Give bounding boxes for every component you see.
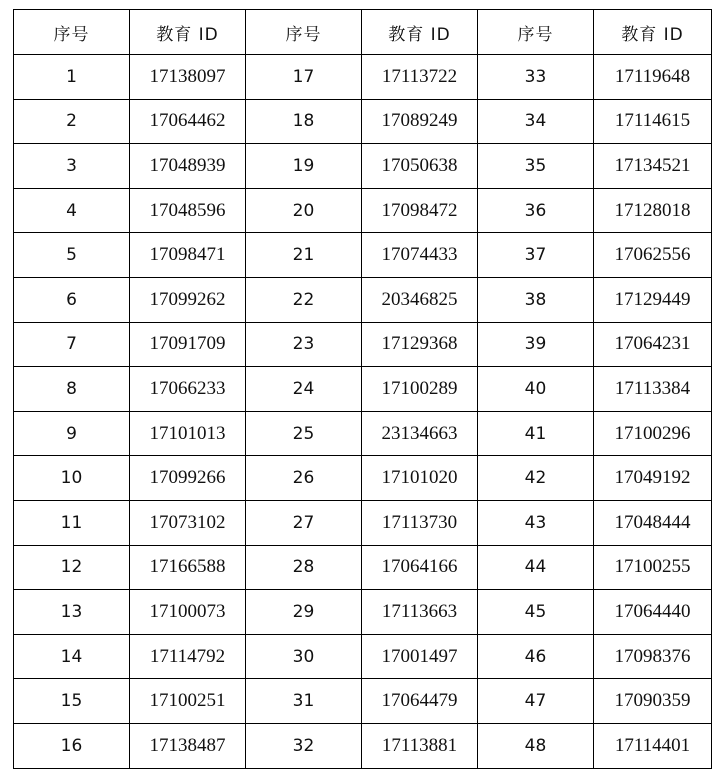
- edu-id-cell: 17138487: [130, 723, 246, 768]
- header-edu-id: 教育 ID: [130, 10, 246, 55]
- seq-cell: 27: [246, 500, 362, 545]
- edu-id-cell: 17066233: [130, 367, 246, 412]
- table-row: [14, 99, 712, 144]
- edu-id-cell: 23134663: [362, 411, 478, 456]
- edu-id-cell: 17064462: [130, 99, 246, 144]
- edu-id-cell: 17062556: [594, 233, 712, 278]
- seq-cell: 47: [478, 679, 594, 724]
- table-row: [14, 411, 712, 456]
- table-row: [14, 188, 712, 233]
- edu-id-cell: 17100289: [362, 367, 478, 412]
- seq-cell: 33: [478, 55, 594, 100]
- edu-id-cell: 17129368: [362, 322, 478, 367]
- seq-cell: 31: [246, 679, 362, 724]
- seq-cell: 3: [14, 144, 130, 189]
- seq-cell: 35: [478, 144, 594, 189]
- seq-cell: 19: [246, 144, 362, 189]
- seq-cell: 6: [14, 277, 130, 322]
- seq-cell: 32: [246, 723, 362, 768]
- edu-id-cell: 17099262: [130, 277, 246, 322]
- seq-cell: 10: [14, 456, 130, 501]
- table-row: [14, 55, 712, 100]
- table-row: [14, 233, 712, 278]
- edu-id-cell: 17074433: [362, 233, 478, 278]
- education-id-table: [13, 9, 712, 769]
- edu-id-cell: 17100296: [594, 411, 712, 456]
- edu-id-cell: 17001497: [362, 634, 478, 679]
- seq-cell: 18: [246, 99, 362, 144]
- edu-id-cell: 17064479: [362, 679, 478, 724]
- seq-cell: 15: [14, 679, 130, 724]
- edu-id-cell: 17114401: [594, 723, 712, 768]
- header-seq: 序号: [478, 10, 594, 55]
- table-row: [14, 723, 712, 768]
- edu-id-cell: 17050638: [362, 144, 478, 189]
- seq-cell: 40: [478, 367, 594, 412]
- seq-cell: 16: [14, 723, 130, 768]
- edu-id-cell: 17064231: [594, 322, 712, 367]
- header-row: [14, 10, 712, 55]
- seq-cell: 17: [246, 55, 362, 100]
- seq-cell: 28: [246, 545, 362, 590]
- table-row: [14, 144, 712, 189]
- seq-cell: 12: [14, 545, 130, 590]
- table-row: [14, 634, 712, 679]
- edu-id-cell: 17048444: [594, 500, 712, 545]
- seq-cell: 9: [14, 411, 130, 456]
- edu-id-cell: 17138097: [130, 55, 246, 100]
- edu-id-cell: 17113663: [362, 590, 478, 635]
- seq-cell: 34: [478, 99, 594, 144]
- seq-cell: 29: [246, 590, 362, 635]
- edu-id-cell: 17048939: [130, 144, 246, 189]
- edu-id-cell: 17113722: [362, 55, 478, 100]
- edu-id-cell: 17073102: [130, 500, 246, 545]
- table-row: [14, 500, 712, 545]
- table-row: [14, 322, 712, 367]
- edu-id-cell: 17091709: [130, 322, 246, 367]
- table-row: [14, 679, 712, 724]
- seq-cell: 41: [478, 411, 594, 456]
- table-row: [14, 545, 712, 590]
- seq-cell: 24: [246, 367, 362, 412]
- edu-id-cell: 17089249: [362, 99, 478, 144]
- seq-cell: 20: [246, 188, 362, 233]
- edu-id-cell: 17098376: [594, 634, 712, 679]
- edu-id-cell: 17100251: [130, 679, 246, 724]
- edu-id-cell: 17113730: [362, 500, 478, 545]
- edu-id-cell: 17119648: [594, 55, 712, 100]
- seq-cell: 44: [478, 545, 594, 590]
- seq-cell: 36: [478, 188, 594, 233]
- edu-id-cell: 17049192: [594, 456, 712, 501]
- seq-cell: 39: [478, 322, 594, 367]
- edu-id-cell: 17098472: [362, 188, 478, 233]
- seq-cell: 37: [478, 233, 594, 278]
- header-edu-id: 教育 ID: [362, 10, 478, 55]
- edu-id-cell: 17100255: [594, 545, 712, 590]
- seq-cell: 45: [478, 590, 594, 635]
- seq-cell: 42: [478, 456, 594, 501]
- edu-id-cell: 17098471: [130, 233, 246, 278]
- edu-id-cell: 17064166: [362, 545, 478, 590]
- id-table-container: [13, 9, 711, 769]
- seq-cell: 48: [478, 723, 594, 768]
- seq-cell: 13: [14, 590, 130, 635]
- table-row: [14, 277, 712, 322]
- seq-cell: 30: [246, 634, 362, 679]
- edu-id-cell: 17114615: [594, 99, 712, 144]
- seq-cell: 8: [14, 367, 130, 412]
- header-seq: 序号: [246, 10, 362, 55]
- seq-cell: 14: [14, 634, 130, 679]
- header-seq: 序号: [14, 10, 130, 55]
- seq-cell: 25: [246, 411, 362, 456]
- edu-id-cell: 17099266: [130, 456, 246, 501]
- table-row: [14, 590, 712, 635]
- edu-id-cell: 17100073: [130, 590, 246, 635]
- seq-cell: 1: [14, 55, 130, 100]
- seq-cell: 23: [246, 322, 362, 367]
- edu-id-cell: 17113881: [362, 723, 478, 768]
- edu-id-cell: 17166588: [130, 545, 246, 590]
- seq-cell: 46: [478, 634, 594, 679]
- seq-cell: 26: [246, 456, 362, 501]
- edu-id-cell: 17128018: [594, 188, 712, 233]
- seq-cell: 5: [14, 233, 130, 278]
- seq-cell: 43: [478, 500, 594, 545]
- seq-cell: 21: [246, 233, 362, 278]
- edu-id-cell: 17114792: [130, 634, 246, 679]
- edu-id-cell: 17101020: [362, 456, 478, 501]
- edu-id-cell: 17129449: [594, 277, 712, 322]
- seq-cell: 4: [14, 188, 130, 233]
- edu-id-cell: 17064440: [594, 590, 712, 635]
- seq-cell: 22: [246, 277, 362, 322]
- seq-cell: 11: [14, 500, 130, 545]
- table-row: [14, 456, 712, 501]
- table-row: [14, 367, 712, 412]
- seq-cell: 2: [14, 99, 130, 144]
- edu-id-cell: 20346825: [362, 277, 478, 322]
- edu-id-cell: 17090359: [594, 679, 712, 724]
- edu-id-cell: 17048596: [130, 188, 246, 233]
- edu-id-cell: 17134521: [594, 144, 712, 189]
- edu-id-cell: 17113384: [594, 367, 712, 412]
- seq-cell: 38: [478, 277, 594, 322]
- seq-cell: 7: [14, 322, 130, 367]
- table-body: [14, 55, 712, 769]
- edu-id-cell: 17101013: [130, 411, 246, 456]
- header-edu-id: 教育 ID: [594, 10, 712, 55]
